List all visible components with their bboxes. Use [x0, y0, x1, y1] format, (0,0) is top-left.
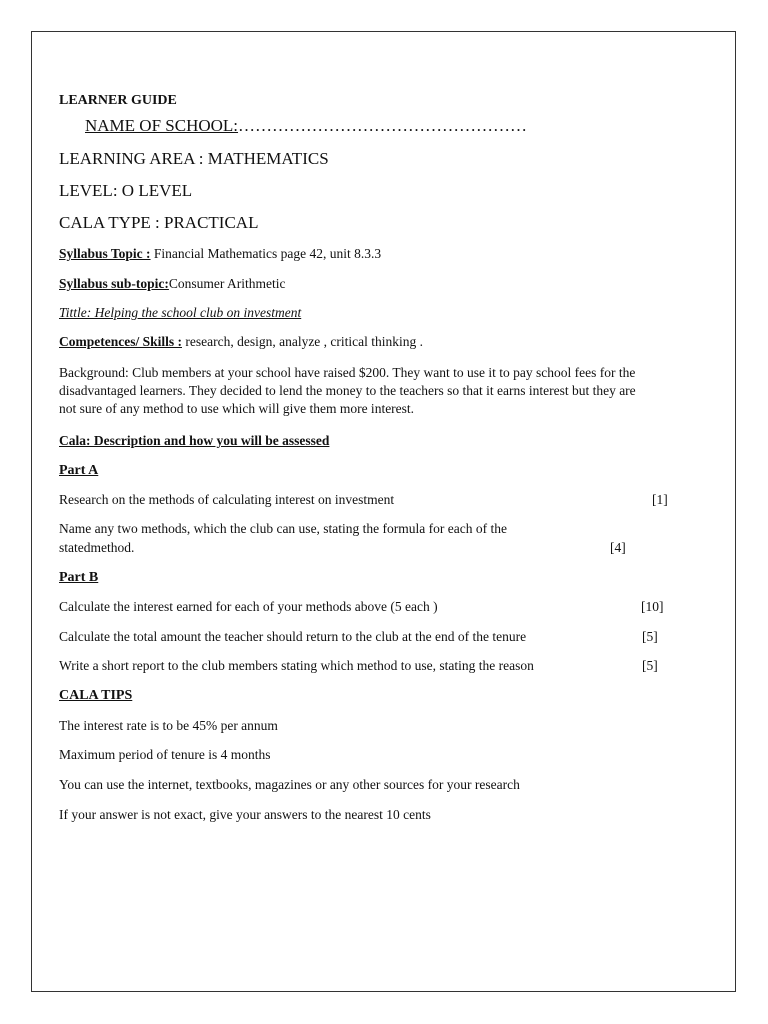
level: LEVEL: O LEVEL [59, 181, 193, 200]
part-a-question-1-mark: [1] [652, 492, 668, 507]
competences-value: research, design, analyze , critical thinking . [182, 334, 424, 349]
part-a-question-2-mark: [4] [610, 540, 626, 555]
cala-description-heading: Cala: Description and how you will be assessed [59, 433, 330, 448]
syllabus-topic-value: Financial Mathematics page 42, unit 8.3.3 [150, 246, 382, 261]
syllabus-topic-line [59, 246, 381, 262]
part-a-question-2-line-1: Name any two methods, which the club can use, stating the formula for each of the [59, 521, 507, 536]
part-b-question-3: Write a short report to the club members stating which method to use, stating the reason [59, 658, 534, 673]
tip-tenure: Maximum period of tenure is 4 months [59, 747, 271, 762]
part-b-question-2: Calculate the total amount the teacher should return to the club at the end of the tenure [59, 629, 527, 644]
cala-tips-heading: CALA TIPS [59, 688, 133, 703]
syllabus-subtopic-value: Consumer Arithmetic [168, 276, 286, 291]
part-b-question-3-mark: [5] [642, 658, 658, 673]
cala-type: CALA TYPE : PRACTICAL [59, 213, 259, 232]
learner-guide-title: LEARNER GUIDE [59, 93, 177, 108]
tip-rounding: If your answer is not exact, give your answers to the nearest 10 cents [59, 807, 431, 822]
syllabus-subtopic-label: Syllabus sub-topic: [59, 276, 169, 291]
part-a-question-2-line-2: statedmethod. [59, 540, 135, 555]
school-name-blank: …………………………………………… [238, 116, 528, 135]
learning-area: LEARNING AREA : MATHEMATICS [59, 149, 329, 168]
school-name-line [85, 116, 527, 136]
syllabus-topic-label: Syllabus Topic : [59, 246, 151, 261]
part-a-question-1: Research on the methods of calculating interest on investment [59, 492, 395, 507]
background-paragraph: Background: Club members at your school have raised $200. They want to use it to pay school fees for the disadvantaged learners. They decided to lend the money to the teachers so that it earns interest but they are not sure of any method to use which will give them more interest. [59, 365, 636, 416]
document-page [31, 31, 736, 992]
part-a-heading: Part A [59, 463, 99, 478]
part-b-question-1: Calculate the interest earned for each of your methods above (5 each ) [59, 599, 438, 614]
part-b-heading: Part B [59, 570, 99, 585]
school-name-label: NAME OF SCHOOL: [85, 116, 239, 135]
part-b-question-2-mark: [5] [642, 629, 658, 644]
assignment-title: Tittle: Helping the school club on investment [59, 305, 302, 320]
part-b-question-1-mark: [10] [641, 599, 664, 614]
competences-label: Competences/ Skills : [59, 334, 182, 349]
syllabus-subtopic-line [59, 276, 286, 292]
tip-sources: You can use the internet, textbooks, magazines or any other sources for your research [59, 777, 520, 792]
tip-interest-rate: The interest rate is to be 45% per annum [59, 718, 278, 733]
competences-line [59, 334, 423, 350]
